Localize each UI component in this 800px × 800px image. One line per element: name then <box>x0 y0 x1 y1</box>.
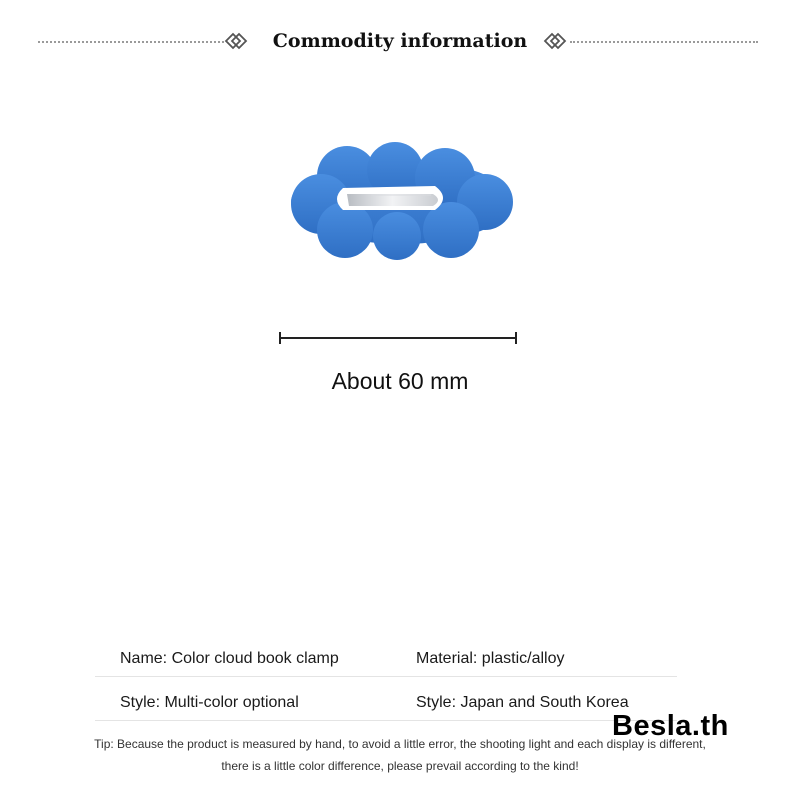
cloud-hair-clip-image <box>285 140 517 264</box>
divider <box>95 676 677 677</box>
brand-watermark: Besla.th <box>612 710 729 742</box>
divider <box>95 720 677 721</box>
page-title: Commodity information <box>272 30 528 52</box>
spec-style-origin: Style: Japan and South Korea <box>416 694 629 711</box>
spec-style-color: Style: Multi-color optional <box>120 694 299 711</box>
tip-line-1: Tip: Because the product is measured by hand, to avoid a little error, the shooting light and each display is different, <box>94 737 706 751</box>
right-dotted-line <box>570 41 758 43</box>
spec-name: Name: Color cloud book clamp <box>120 650 339 667</box>
tip-line-2: there is a little color difference, please prevail according to the kind! <box>221 759 579 773</box>
spec-material: Material: plastic/alloy <box>416 650 565 667</box>
diamond-link-icon <box>543 31 567 51</box>
dimension-line <box>279 330 517 346</box>
header <box>0 22 800 62</box>
spec-row <box>0 640 800 680</box>
size-label: About 60 mm <box>331 368 469 394</box>
